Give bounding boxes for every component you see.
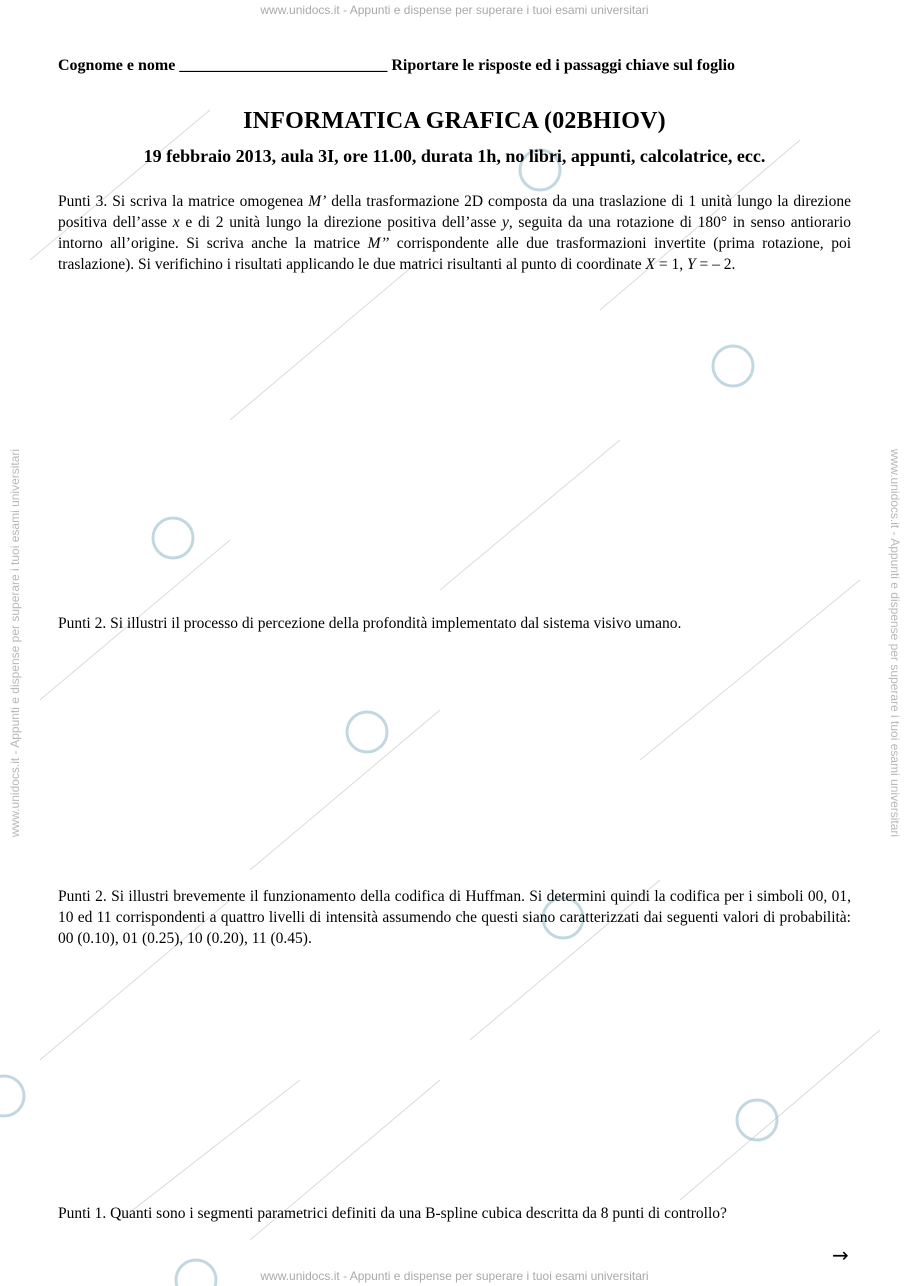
question-text: = 1, <box>655 256 688 273</box>
name-label: Cognome e nome <box>58 57 176 74</box>
next-page-arrow-icon: → <box>832 1243 849 1267</box>
watermark-top: www.unidocs.it - Appunti e dispense per superare i tuoi esami universitari <box>260 3 649 17</box>
math-var: M’ <box>308 193 327 210</box>
question-text: della trasformazione 2D composta da una traslazione di 1 unità lungo la direzione positiva dell’asse <box>58 193 851 231</box>
watermark-right: www.unidocs.it - Appunti e dispense per superare i tuoi esami universitari <box>888 448 902 838</box>
math-var: Y <box>687 256 696 273</box>
watermark-left: www.unidocs.it - Appunti e dispense per superare i tuoi esami universitari <box>8 448 22 838</box>
exam-title: INFORMATICA GRAFICA (02BHIOV) <box>243 108 666 134</box>
question-text: e di 2 unità lungo la direzione positiva dell’asse <box>179 214 502 231</box>
math-var: M’’ <box>367 235 390 252</box>
question-text: = – 2. <box>695 256 736 273</box>
name-blank: __________________________ <box>179 57 388 74</box>
math-var: x <box>172 214 180 231</box>
unidocs-logo-icon <box>0 150 777 1286</box>
question-text: Punti 3. Si scriva la matrice omogenea <box>58 193 309 210</box>
question-text: , seguita da una rotazione di 180° in senso antiorario intorno all’origine. Si scriva anche la matrice <box>58 214 851 252</box>
math-var: X <box>645 256 656 273</box>
math-var: y <box>501 214 509 231</box>
watermark-bottom: www.unidocs.it - Appunti e dispense per superare i tuoi esami universitari <box>260 1269 649 1283</box>
question-text: corrispondente alle due trasformazioni invertite (prima rotazione, poi traslazione). Si verifichino i risultati applicando le due matrici risultanti al punto di coordinate <box>58 235 851 273</box>
question-4: Punti 1. Quanti sono i segmenti parametrici definiti da una B-spline cubica descritta da 8 punti di controllo? <box>58 1205 727 1222</box>
exam-subtitle: 19 febbraio 2013, aula 3I, ore 11.00, durata 1h, no libri, appunti, calcolatrice, ecc. <box>143 146 766 166</box>
question-2: Punti 2. Si illustri il processo di percezione della profondità implementato dal sistema visivo umano. <box>58 615 682 632</box>
question-1 <box>58 191 851 275</box>
question-3: Punti 2. Si illustri brevemente il funzionamento della codifica di Huffman. Si determini quindi la codifica per i simboli 00, 01, 10 ed 11 corrispondenti a quattro livelli di intensità assumendo che questi siano caratterizzati dai seguenti valori di probabilità: 00 (0.10), 01 (0.25), 10 (0.20), 11 (0.45). <box>58 888 851 947</box>
instructions-text: Riportare le risposte ed i passaggi chiave sul foglio <box>391 57 736 74</box>
header-line <box>58 57 838 75</box>
